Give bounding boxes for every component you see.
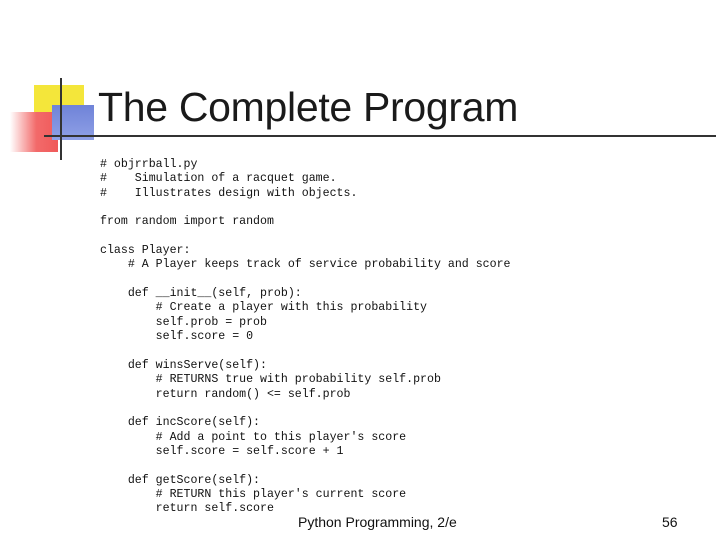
slide-title: The Complete Program bbox=[98, 84, 519, 130]
decorative-red-square bbox=[10, 112, 58, 152]
title-underline-rule bbox=[44, 135, 716, 137]
footer-text: Python Programming, 2/e bbox=[298, 514, 457, 530]
page-number: 56 bbox=[662, 514, 678, 530]
code-listing: # objrrball.py # Simulation of a racquet game. # Illustrates design with objects. from random import random class Player: # A Player keeps track of service probability and score def __init__(self, prob): # Create a player with this probability self.prob = prob self.score = 0 def winsServe(self): # RETURNS true with probability self.prob return random() <= self.prob def incScore(self): # Add a point to this player's score self.score = self.score + 1 def getScore(self): # RETURN this player's current score return self.score bbox=[100, 158, 511, 516]
decorative-vertical-rule bbox=[60, 78, 62, 160]
